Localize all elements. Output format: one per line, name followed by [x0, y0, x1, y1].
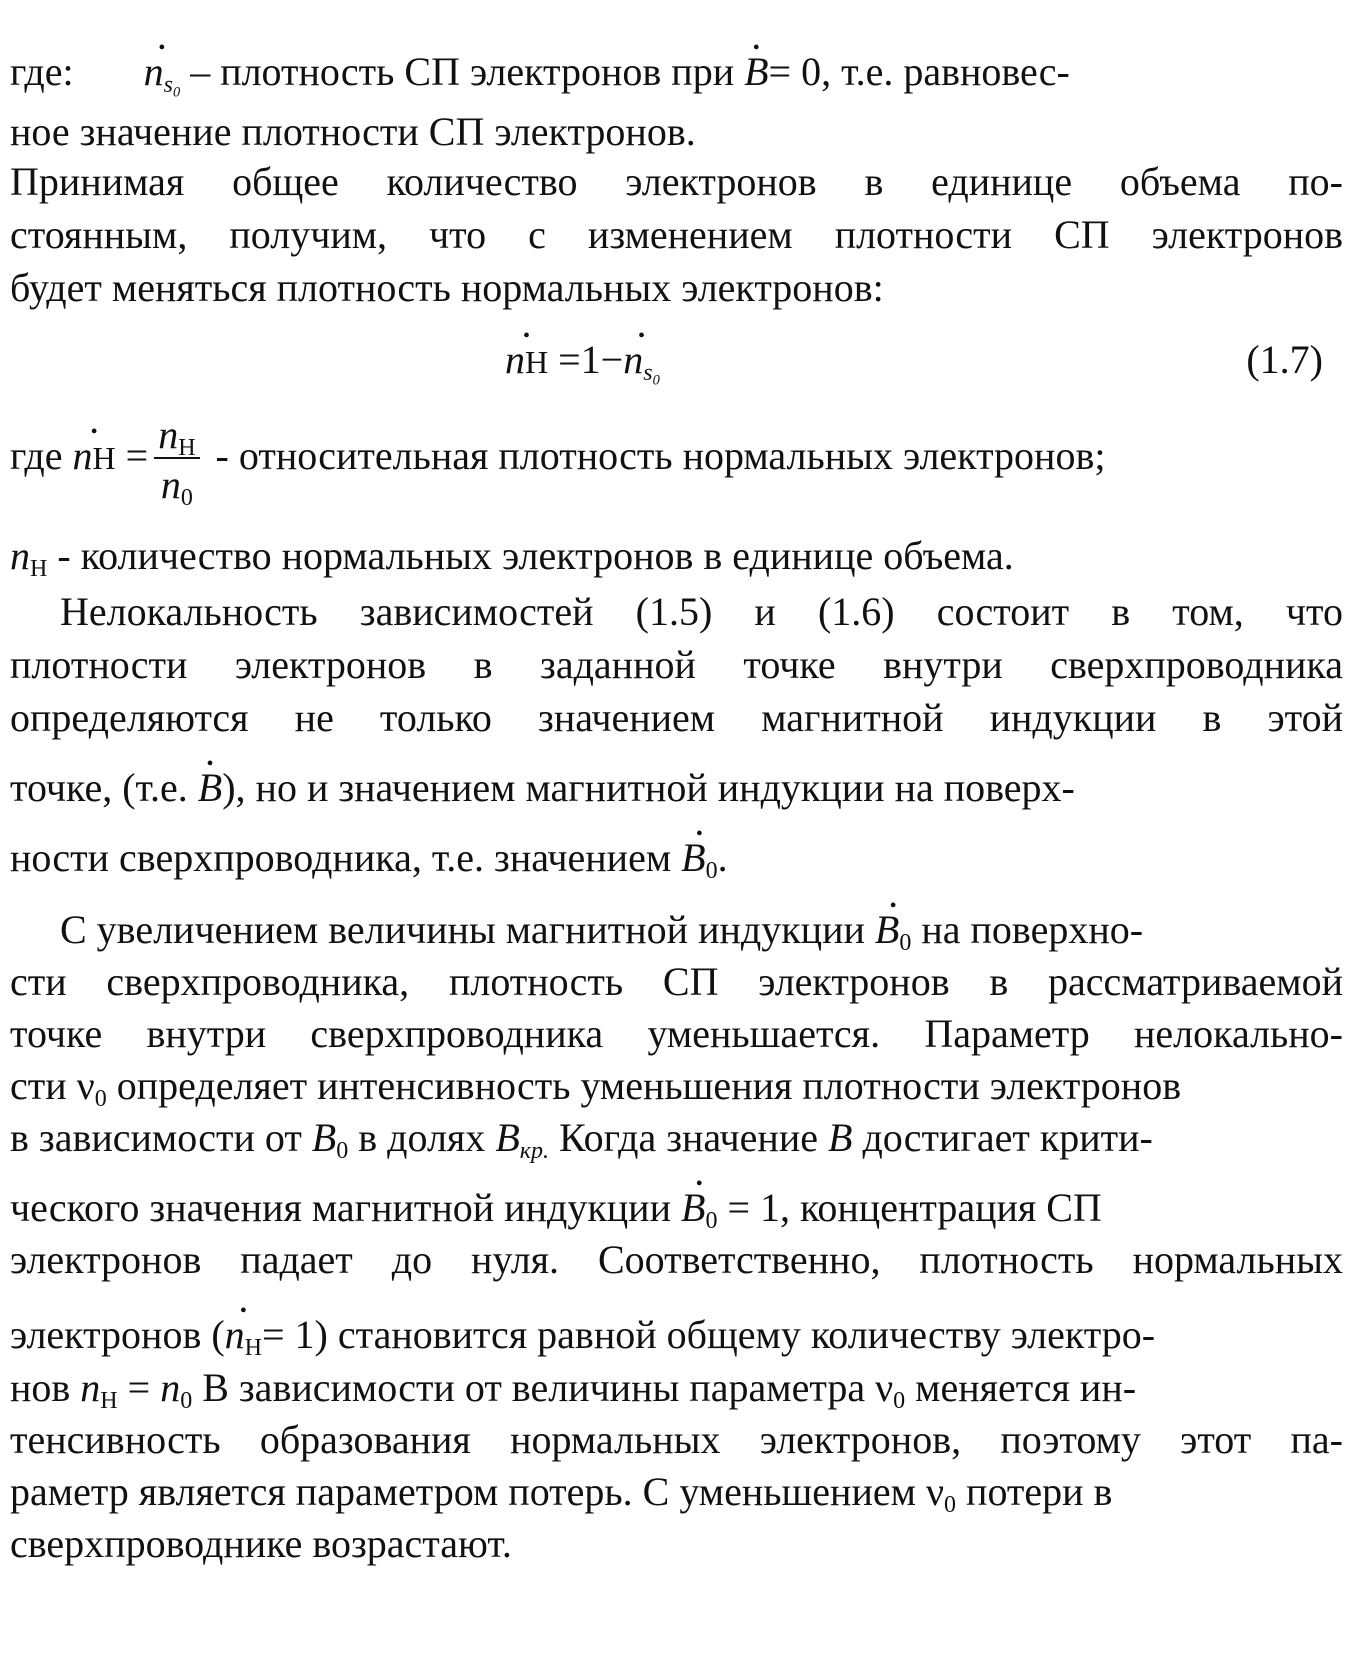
p2-line-12: сверхпроводнике возрастают.: [10, 1521, 512, 1566]
bkp-symbol: $B_{кр.}$: [495, 1115, 549, 1165]
p1-line-2: плотности электронов в заданной точке внутри сверхпроводника: [10, 642, 1343, 687]
equation-number: (1.7): [1246, 337, 1323, 382]
text-line-4: стоянным, получим, что с изменением плотности СП электронов: [10, 212, 1343, 257]
p2-line-9: нов $n_Н = n_0$ В зависимости от величины параметра $\nu_0$ меняется ин-: [10, 1365, 1137, 1415]
fraction: $\frac{n_Н}{n_0}$: [154, 415, 199, 505]
p2-line-5: в зависимости от $B_0$ в долях $B_{кр.}$ Когда значение B достигает крити-: [10, 1115, 1153, 1165]
p2-line-6: ческого значения магнитной индукции • $B_0 = 1$, концентрация СП: [10, 1188, 1343, 1228]
b0-plain: $B_0$: [311, 1115, 349, 1165]
p2-line-2: сти сверхпроводника, плотность СП электронов в рассматриваемой: [10, 959, 1343, 1004]
b0-symbol: • $B_0$: [681, 838, 717, 878]
p2-line-8: электронов (• $n_Н= 1$) становится равной общему количеству электро-: [10, 1315, 1343, 1355]
p2-line-7: электронов падает до нуля. Соответственно, плотность нормальных: [10, 1237, 1343, 1282]
p2-line-3: точке внутри сверхпроводника уменьшается. Параметр нелокально-: [10, 1011, 1343, 1056]
p2-line-1: С увеличением величины магнитной индукции • $B_0$ на поверхно-: [60, 910, 1343, 950]
n-h-plain: $n_Н$: [80, 1365, 118, 1415]
n-s0-symbol: • $n_{s_0}$: [144, 52, 181, 93]
n-h-relative-symbol: • nН: [73, 436, 116, 476]
equation-body: • nН =1−• $n_{s_0}$: [505, 340, 660, 381]
n-s0-symbol-eq: • $n_{s_0}$: [623, 340, 660, 381]
p2-line-10: тенсивность образования нормальных электронов, поэтому этот па-: [10, 1417, 1343, 1462]
definition-line-1: где: • $n_{s_0}$ – плотность СП электронов при • B= 0, т.е. равновес-: [10, 52, 1343, 93]
b-plain: B: [828, 1115, 853, 1160]
p2-line-4: сти $\nu_0$ определяет интенсивность уменьшения плотности электронов: [10, 1063, 1182, 1113]
text-line-5: будет меняться плотность нормальных электронов:: [10, 265, 884, 310]
n-h-count-symbol: $n_Н$: [10, 533, 48, 583]
b0-symbol-2: • $B_0$: [875, 910, 911, 950]
n-h-symbol: • nН: [505, 340, 548, 380]
p1-line-5: ности сверхпроводника, т.е. значением • $B_0$.: [10, 838, 1343, 878]
definition-fraction-line: где • nН = $\frac{n_Н}{n_0}$ - относительная плотность нормальных электронов;: [10, 415, 1343, 505]
b-symbol: • B: [744, 52, 768, 92]
n-h-symbol-2: • $n_Н$: [225, 1315, 262, 1355]
p1-line-3: определяются не только значением магнитной индукции в этой: [10, 695, 1343, 740]
text-line-2: ное значение плотности СП электронов.: [10, 109, 696, 154]
b0-symbol-3: • $B_0$: [681, 1188, 717, 1228]
n0-plain: $n_0$: [160, 1365, 193, 1415]
definition-line-nh: $n_Н$ - количество нормальных электронов в единице объема.: [10, 533, 1014, 583]
p1-line-1: Нелокальность зависимостей (1.5) и (1.6) состоит в том, что: [60, 589, 1343, 634]
b-symbol-2: • B: [198, 768, 222, 808]
text-line-3: Принимая общее количество электронов в единице объема по-: [10, 159, 1343, 204]
p2-line-11: раметр является параметром потерь. С уменьшением $\nu_0$ потери в: [10, 1469, 1113, 1519]
p1-line-4: точке, (т.е. • B), но и значением магнитной индукции на поверх-: [10, 768, 1343, 808]
